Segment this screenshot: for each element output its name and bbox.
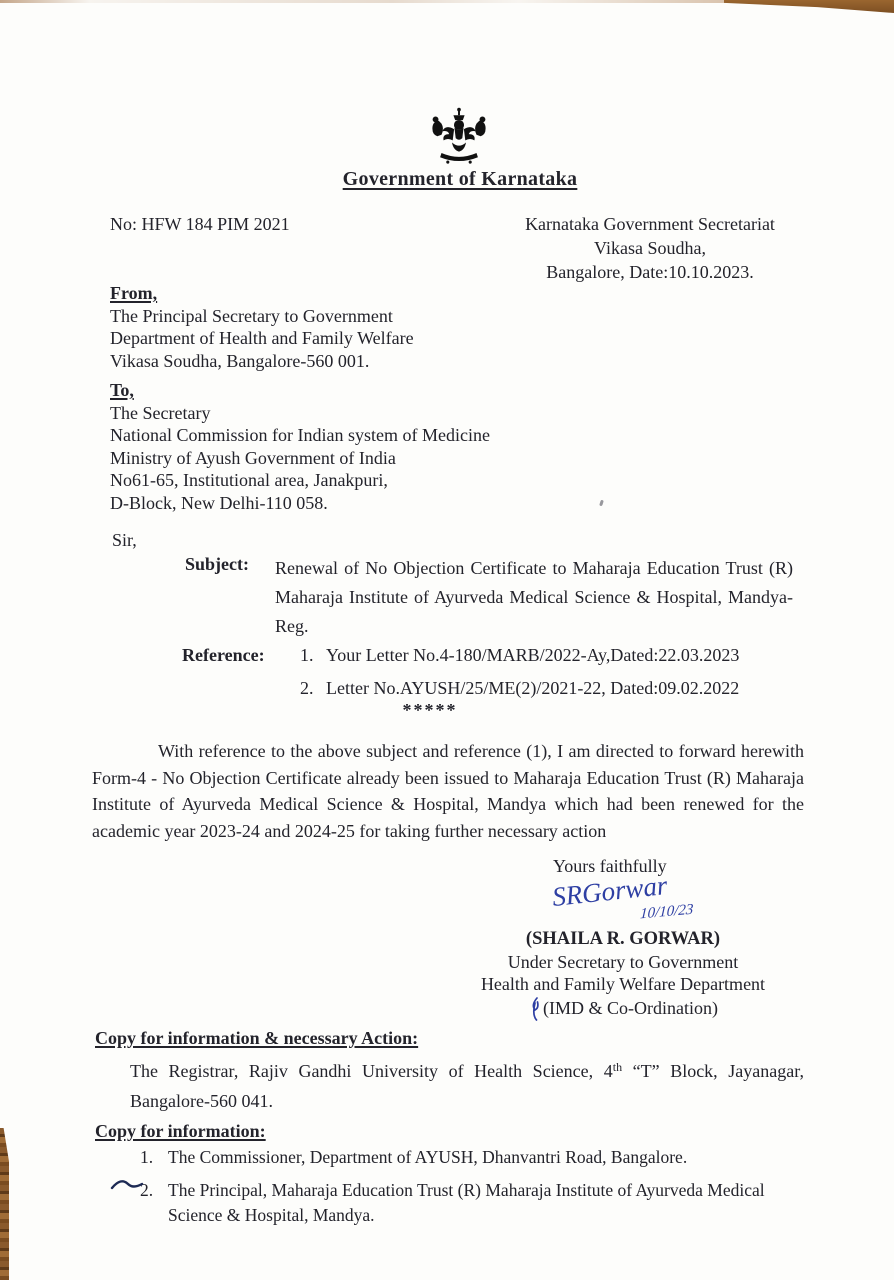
reference-item-number: 2. (300, 678, 314, 698)
reference-number: No: HFW 184 PIM 2021 (110, 214, 290, 234)
from-label: From, (110, 283, 158, 303)
secretariat-address (505, 212, 795, 284)
signatory-block (430, 928, 816, 1027)
subject-label: Subject: (185, 554, 249, 574)
closing-phrase: Yours faithfully (553, 856, 667, 876)
from-line: Vikasa Soudha, Bangalore-560 001. (110, 350, 370, 371)
copy-action-ordinal-suffix: th (612, 1060, 623, 1074)
to-line: National Commission for Indian system of Medicine (110, 425, 490, 445)
signatory-section: (IMD & Co-Ordination) (543, 997, 718, 1018)
karnataka-state-emblem-icon (424, 106, 494, 172)
copy-info-item (140, 1145, 800, 1171)
copy-info-item-text: The Commissioner, Department of AYUSH, Dhanvantri Road, Bangalore. (168, 1147, 688, 1167)
secretariat-line: Vikasa Soudha, (594, 238, 706, 258)
copy-info-heading: Copy for information: (95, 1121, 266, 1141)
reference-label: Reference: (182, 645, 265, 665)
from-line: The Principal Secretary to Government (110, 305, 393, 326)
scan-edge-top-right (724, 0, 894, 13)
signatory-department: Health and Family Welfare Department (480, 974, 766, 994)
to-line: No61-65, Institutional area, Janakpuri, (110, 470, 388, 490)
to-line: D-Block, New Delhi-110 058. (110, 492, 328, 513)
signatory-name: (SHAILA R. GORWAR) (525, 929, 721, 949)
to-line: The Secretary (110, 402, 211, 423)
copy-info-list (140, 1145, 800, 1236)
reference-item-text: Your Letter No.4-180/MARB/2022-Ay,Dated:22.03.2023 (326, 645, 740, 665)
signatory-section-line (430, 996, 816, 1028)
copy-info-item (140, 1178, 800, 1229)
copy-action-text-pre: The Registrar, Rajiv Gandhi University of Health Science, 4 (130, 1061, 613, 1081)
reference-item (300, 645, 770, 666)
scan-speck (599, 500, 604, 507)
from-block (110, 282, 414, 372)
pen-tick-mark-icon (110, 1176, 146, 1197)
copy-info-item-number: 2. (140, 1179, 154, 1200)
reference-item (300, 678, 770, 699)
from-line: Department of Health and Family Welfare (110, 328, 414, 348)
subject-text: Renewal of No Objection Certificate to Maharaja Education Trust (R) Maharaja Institute of Ayurveda Medical Science & Hospital, Mandya-Reg. (275, 558, 793, 636)
secretariat-line: Bangalore, Date:10.10.2023. (546, 262, 754, 282)
handwritten-date: 10/10/23 (639, 901, 694, 923)
to-label: To, (110, 380, 134, 400)
scan-edge-left-bottom (0, 1128, 9, 1280)
copy-info-item-text: The Principal, Maharaja Education Trust (R) Maharaja Institute of Ayurveda Medical Science & Hospital, Mandya. (168, 1179, 765, 1225)
reference-item-text: Letter No.AYUSH/25/ME(2)/2021-22, Dated:09.02.2022 (326, 678, 740, 698)
copy-action-text-post: “T” Block, Jayanagar, Bangalore-560 041. (130, 1061, 804, 1111)
signatory-title: Under Secretary to Government (507, 951, 739, 972)
to-block (110, 379, 490, 514)
handwritten-signature: SRGorwar (550, 870, 669, 912)
copy-action-heading: Copy for information & necessary Action: (95, 1028, 419, 1048)
salutation: Sir, (112, 530, 137, 550)
reference-item-number: 1. (300, 645, 314, 665)
body-paragraph: With reference to the above subject and reference (1), I am directed to forward herewith Form-4 - No Objection Certificate already been issued to Maharaja Education Trust (R) Maharaja Institute of Ayurveda Medical Science & Hospital, Mandya which had been renewed for the academic year 2023-24 and 2024-25 for taking further necessary action (92, 741, 804, 841)
copy-info-item-number: 1. (140, 1147, 154, 1167)
to-line: Ministry of Ayush Government of India (110, 447, 396, 468)
separator-asterisks: ***** (402, 700, 458, 720)
secretariat-line: Karnataka Government Secretariat (525, 214, 775, 234)
copy-action-text (130, 1052, 804, 1116)
letter-title: Government of Karnataka (342, 168, 578, 190)
paraph-mark-icon (528, 996, 541, 1028)
